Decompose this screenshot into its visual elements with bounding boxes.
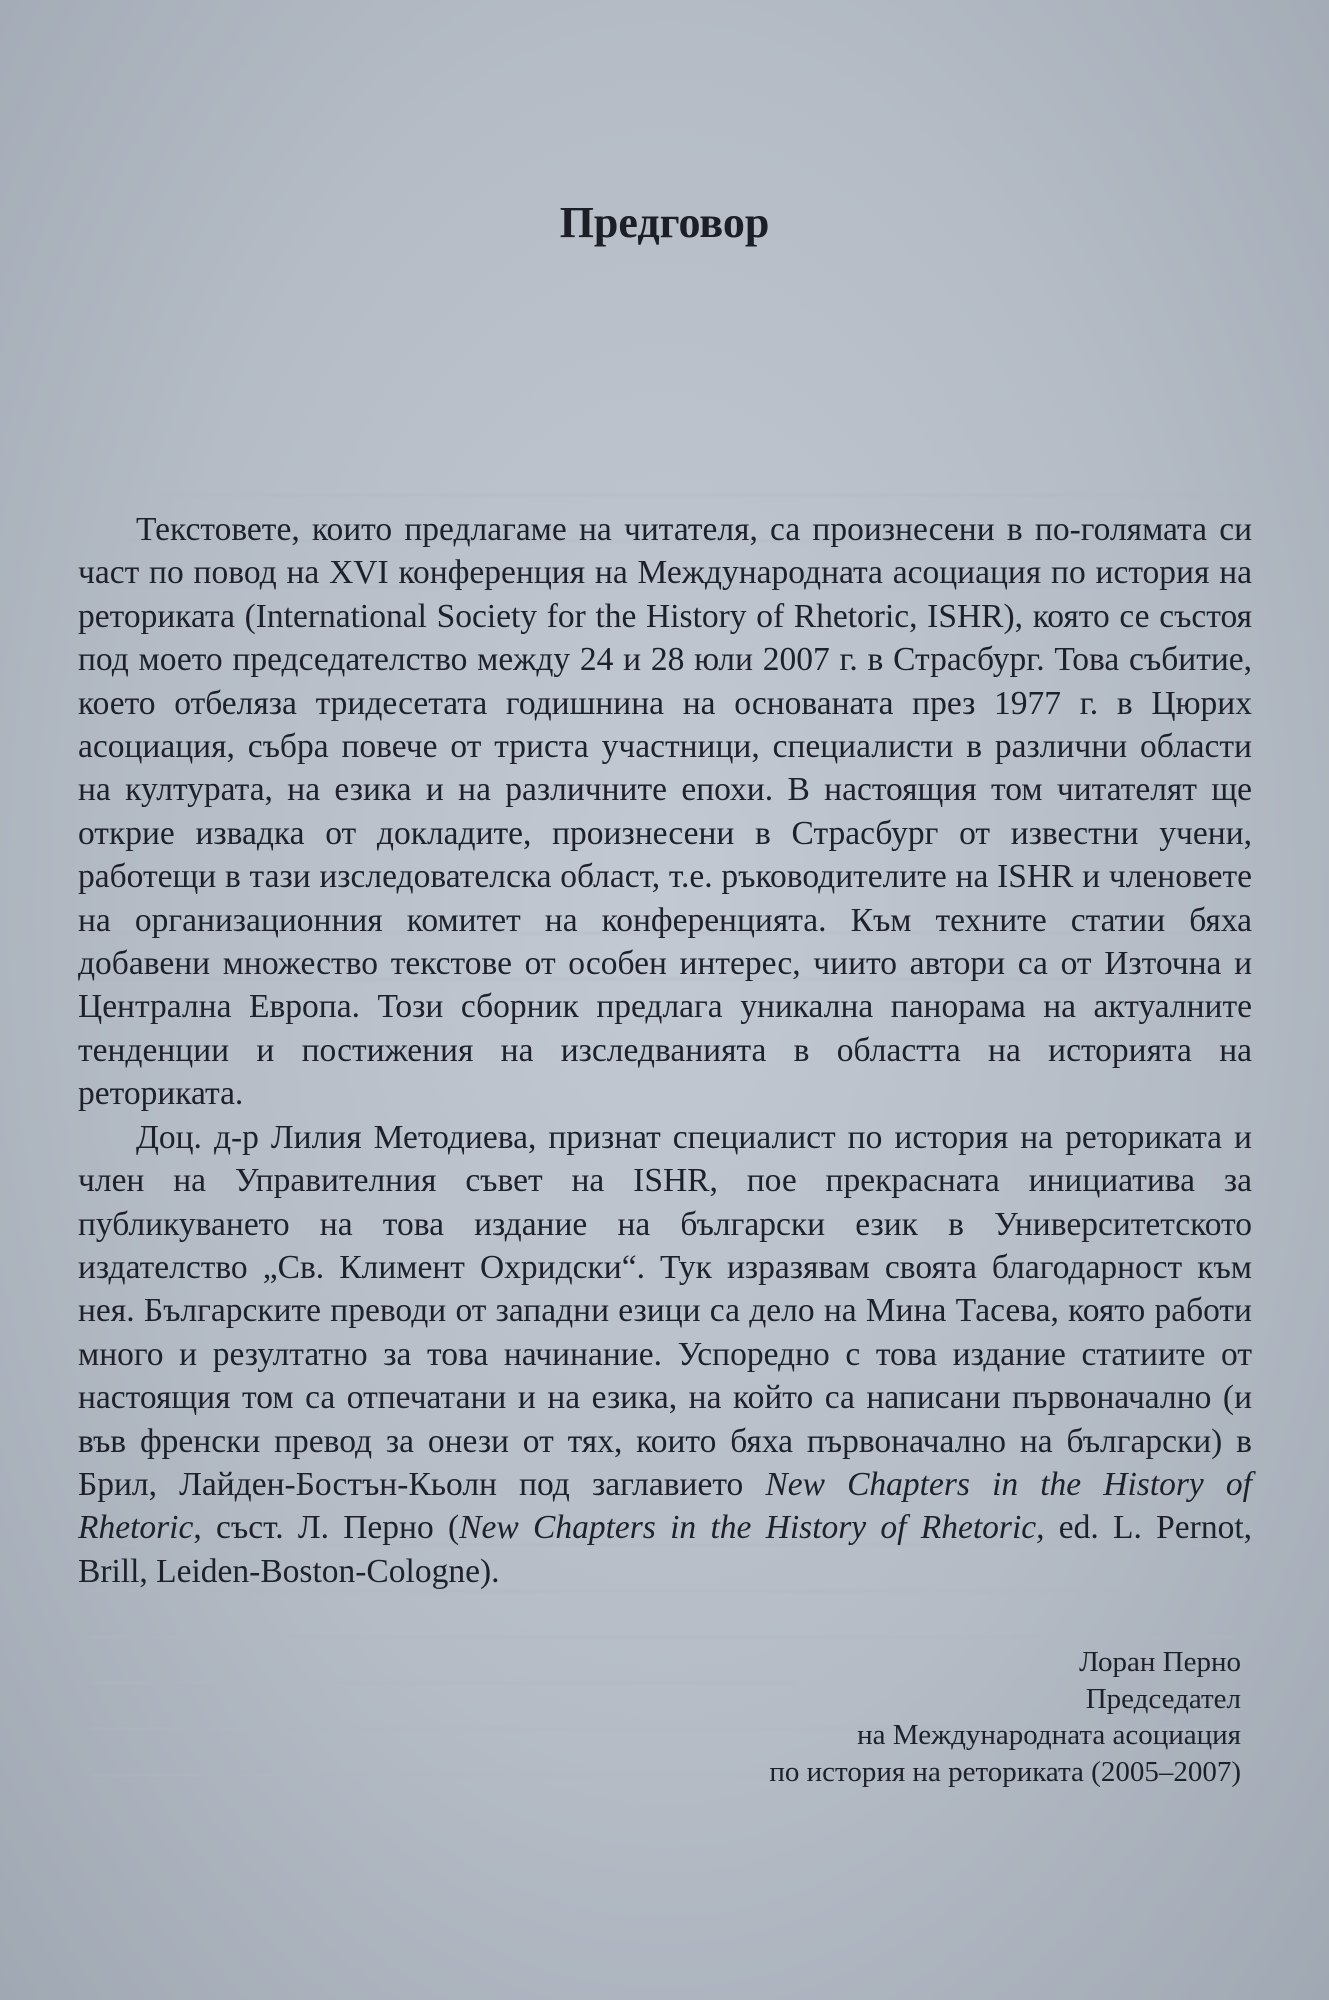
signature-org-line-1: на Международната асоциация [857, 1719, 1241, 1751]
preface-body [78, 508, 1252, 1593]
paragraph-2-end: ed. L. Pernot, Brill, Leiden-Boston-Cologne). [78, 1509, 1253, 1590]
paragraph-2-middle: , съст. Л. Перно ( [193, 1509, 460, 1547]
signature-org-line-2: по история на реториката (2005–2007) [769, 1755, 1241, 1788]
signature-role: Председател [1085, 1682, 1241, 1715]
book-title-italic: New Chapters in the History of Rhetoric [78, 1465, 1252, 1547]
book-title-italic-edition: New Chapters in the History of Rhetoric, [459, 1509, 1045, 1547]
paragraph-1: Текстовете, които предлагаме на читателя, са произнесени в по-голямата си част по повод на XVI конференция на Международната асоциация по история на реториката (International Society for the History of Rhetoric, ISHR), която се състоя под моето председателство между 24 и 28 юли 2007 г. в Страсбург. Това събитие, което отбеляза тридесетата годишнина на основаната през 1977 г. в Цюрих асоциация, събра повече от триста участници, специалисти в различни области на културата, на езика и на различните епохи. В настоящия том читателят ще открие извадка от докладите, произнесени в Страсбург от известни учени, работещи в тази изследователска област, т.е. ръководителите на ISHR и членовете на организационния комитет на конференцията. Към техните статии бяха добавени множество текстове от особен интерес, чиито автори са от Източна и Централна Европа. Този сборник предлага уникална панорама на актуалните тенденции и постижения на изследванията в областта на историята на реториката. [78, 511, 1252, 1113]
signature-name: Лоран Перно [1079, 1646, 1241, 1678]
paragraph-2 [78, 1116, 1252, 1593]
signature-block [769, 1644, 1241, 1790]
page-title: Предговор [559, 198, 770, 248]
paragraph-2-text: Доц. д-р Лилия Методиева, признат специалист по история на реториката и член на Управителния съвет на ISHR, пое прекрасната инициатива за публикуването на това издание на български език в Университетското издателство „Св. Климент Охридски“. Тук изразявам своята благодарност към нея. Българските преводи от западни езици са дело на Мина Тасева, която работи много и резултатно за това начинание. Успоредно с това издание статиите от настоящия том са отпечатани и на езика, на който са написани първоначално (и във френски превод за онези от тях, които бяха първоначално на български) в Брил, Лайден-Бостън-Кьолн под заглавието [78, 1118, 1252, 1503]
